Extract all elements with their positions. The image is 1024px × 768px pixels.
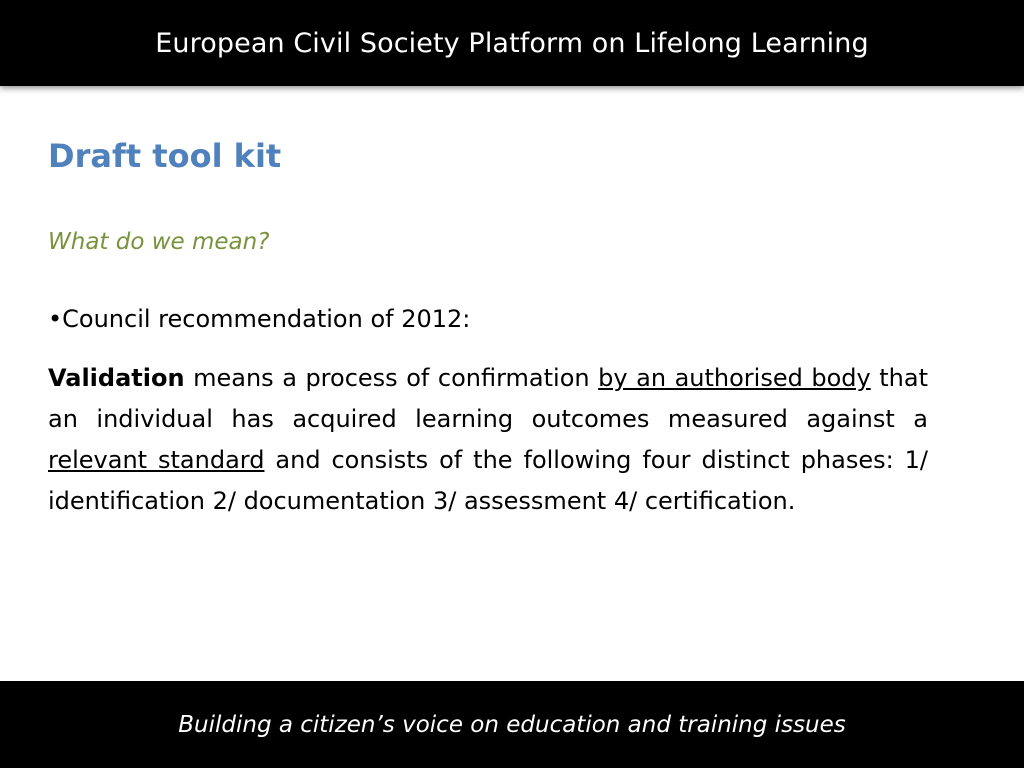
slide-title: Draft tool kit [48,137,282,175]
definition-text-2: that an individual has acquired learning outcomes measured against a [48,364,929,433]
definition-underline-authorised-body: by an authorised body [598,364,871,392]
definition-underline-relevant-standard: relevant standard [48,446,265,474]
bullet-council-recommendation: •Council recommendation of 2012: [48,305,471,333]
validation-definition [48,358,928,522]
header-title: European Civil Society Platform on Lifelong Learning [155,27,869,59]
definition-text-3: and consists of the following four distinct phases: 1/ identification 2/ documentation 3/ assessment 4/ certification. [48,446,928,515]
definition-text-1: means a process of confirmation [184,364,599,392]
footer-text: Building a citizen’s voice on education and training issues [178,711,846,738]
definition-term: Validation [48,364,185,392]
slide-subtitle: What do we mean? [48,229,270,255]
footer-bar [0,681,1024,768]
header-bar [0,0,1024,86]
